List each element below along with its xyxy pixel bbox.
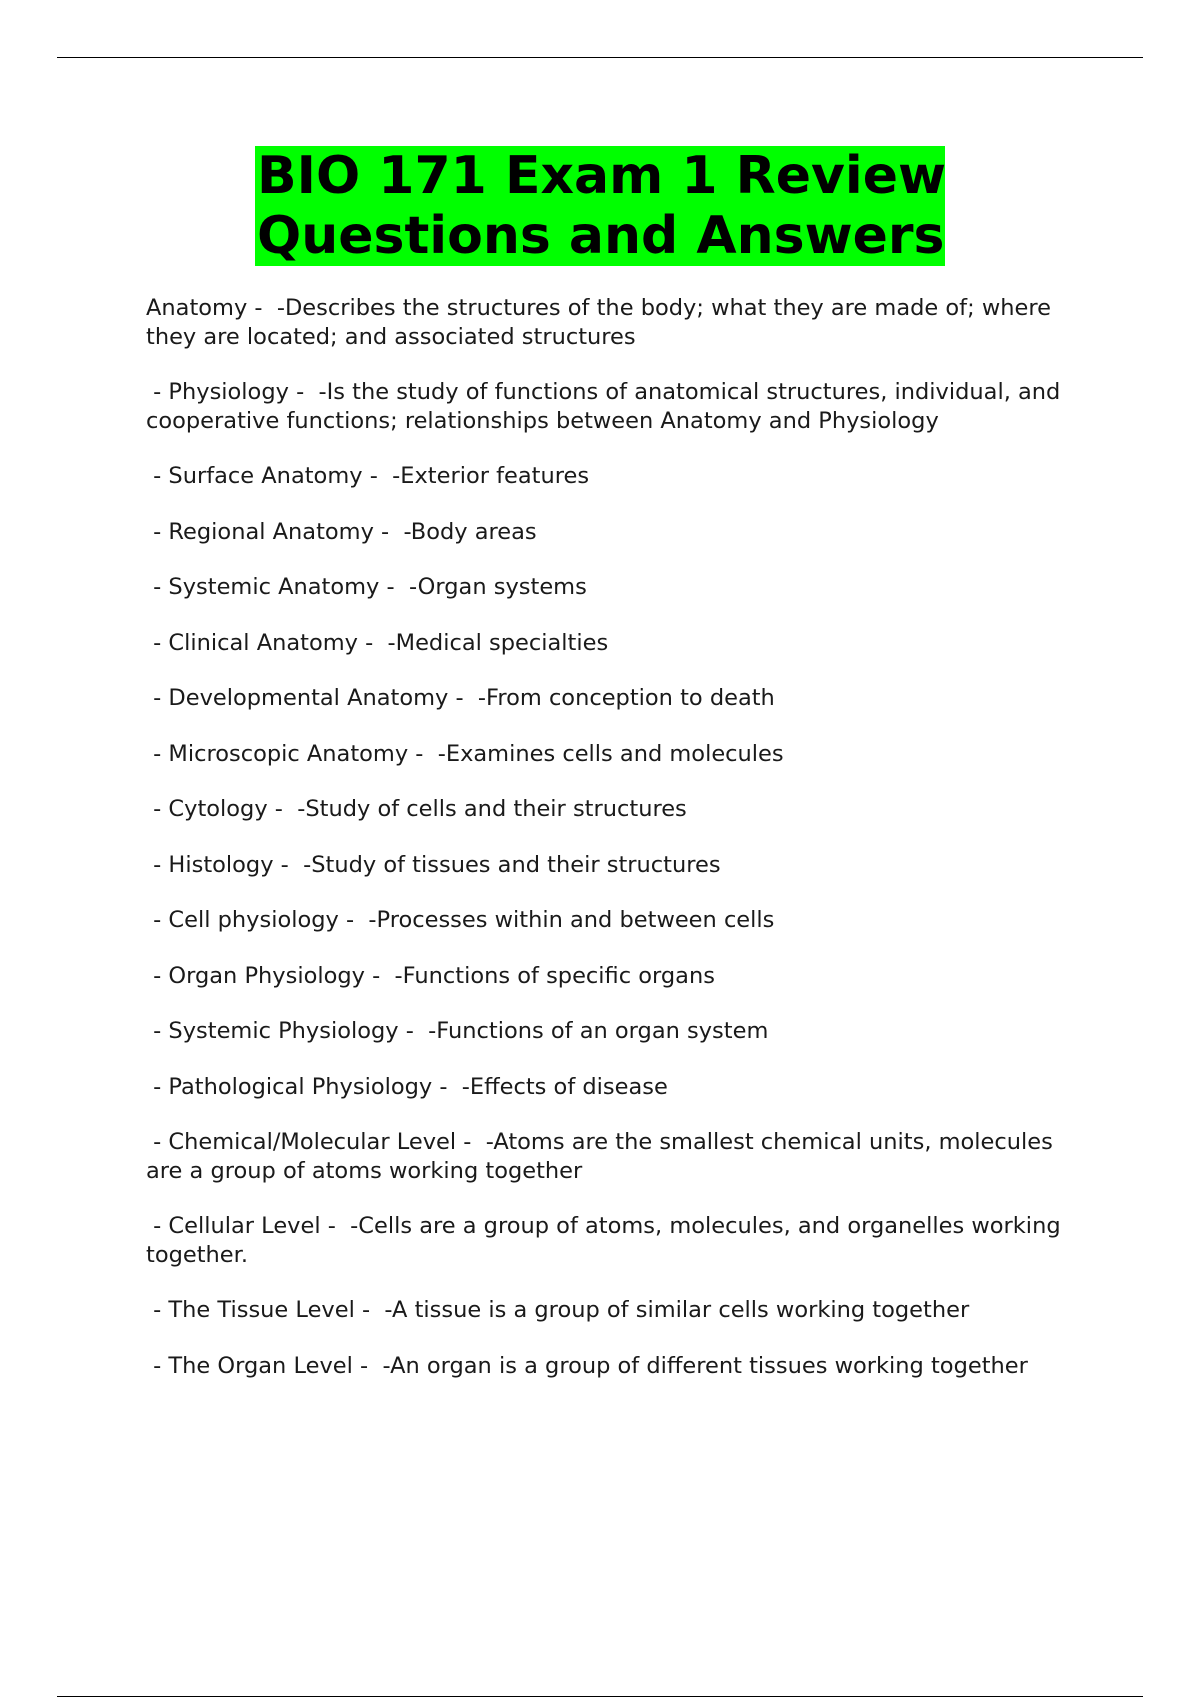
qa-entry-chemical-molecular-level: - Chemical/Molecular Level - -Atoms are the smallest chemical units, molecules are a group of atoms working together — [146, 1129, 1061, 1184]
qa-entry-pathological-physiology: - Pathological Physiology - -Effects of disease — [146, 1073, 668, 1100]
qa-entry-organ-physiology: - Organ Physiology - -Functions of specific organs — [146, 962, 715, 989]
qa-entry-cellular-level: - Cellular Level - -Cells are a group of atoms, molecules, and organelles working together. — [146, 1213, 1068, 1268]
qa-entry-organ-level: - The Organ Level - -An organ is a group of different tissues working together — [146, 1352, 1028, 1379]
qa-entry-microscopic-anatomy: - Microscopic Anatomy - -Examines cells and molecules — [146, 740, 784, 767]
qa-entry-systemic-physiology: - Systemic Physiology - -Functions of an organ system — [146, 1018, 769, 1044]
document-title — [255, 146, 945, 266]
title-block — [0, 146, 1200, 266]
title-line-2: Questions and Answers — [257, 206, 945, 266]
qa-entry-tissue-level: - The Tissue Level - -A tissue is a group of similar cells working together — [146, 1297, 970, 1323]
qa-entry-anatomy: Anatomy - -Describes the structures of the body; what they are made of; where they are located; and associated structures — [146, 295, 1059, 350]
qa-entry-cell-physiology: - Cell physiology - -Processes within and between cells — [146, 907, 775, 933]
qa-entry-histology: - Histology - -Study of tissues and their structures — [146, 851, 721, 878]
qa-entry-surface-anatomy: - Surface Anatomy - -Exterior features — [146, 463, 590, 489]
bottom-rule — [57, 1696, 1143, 1697]
qa-list — [146, 294, 1086, 1407]
qa-entry-regional-anatomy: - Regional Anatomy - -Body areas — [146, 518, 537, 545]
top-rule — [57, 57, 1143, 58]
qa-entry-developmental-anatomy: - Developmental Anatomy - -From conception to death — [146, 685, 775, 711]
qa-entry-physiology: - Physiology - -Is the study of functions of anatomical structures, individual, and cooperative functions; relationships between Anatomy and Physiology — [146, 379, 1068, 434]
title-line-1: BIO 171 Exam 1 Review — [257, 146, 946, 206]
qa-entry-clinical-anatomy: - Clinical Anatomy - -Medical specialties — [146, 629, 609, 656]
qa-entry-systemic-anatomy: - Systemic Anatomy - -Organ systems — [146, 574, 587, 600]
qa-entry-cytology: - Cytology - -Study of cells and their structures — [146, 796, 687, 822]
